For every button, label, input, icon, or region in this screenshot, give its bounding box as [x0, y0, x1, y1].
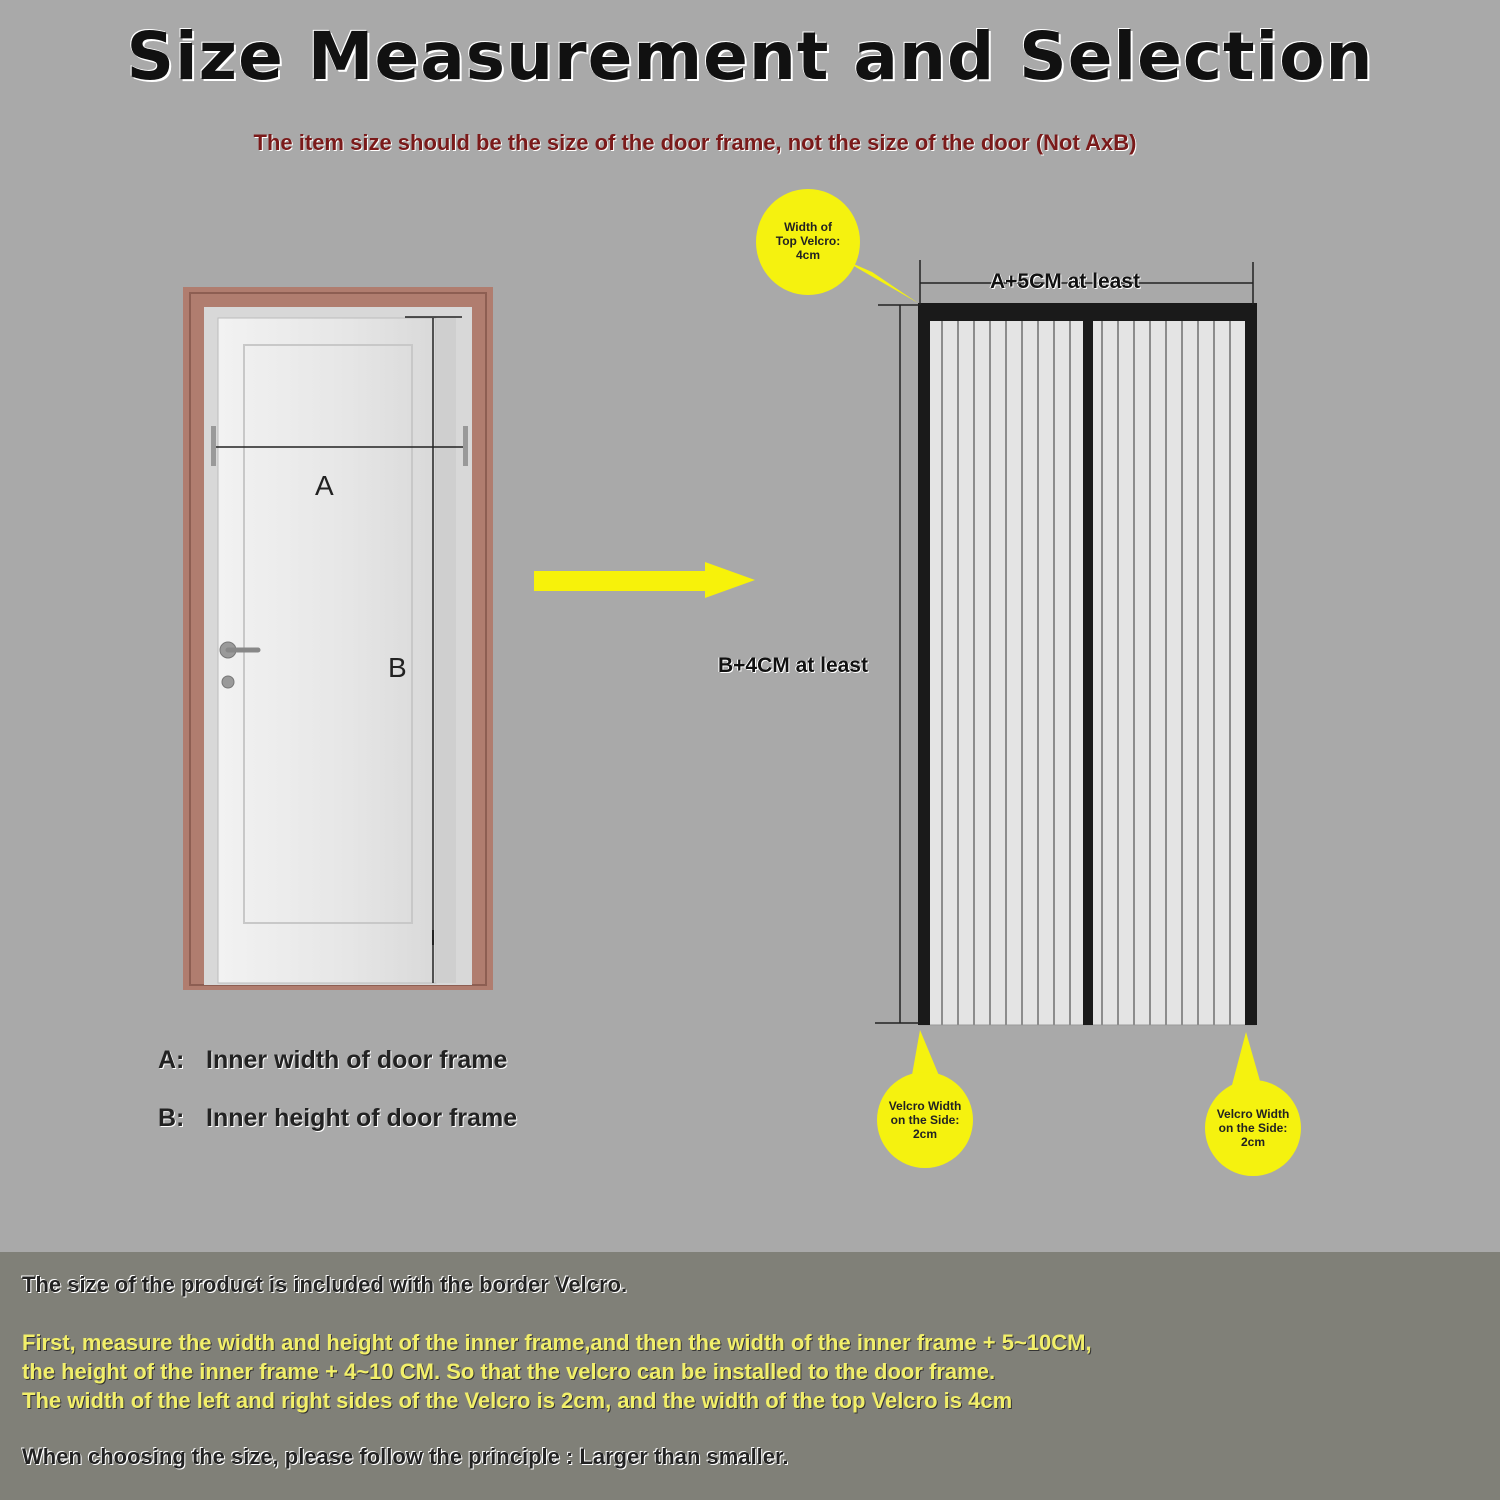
- arrow-icon: [534, 562, 755, 598]
- legend-a-key: A:: [158, 1046, 185, 1074]
- note-line-5: When choosing the size, please follow the principle : Larger than smaller.: [22, 1444, 789, 1469]
- left-velcro: [918, 303, 930, 1025]
- note-line-4: The width of the left and right sides of the Velcro is 2cm, and the width of the top Velcro is 4cm: [22, 1388, 1013, 1413]
- note-line-3: the height of the inner frame + 4~10 CM. So that the velcro can be installed to the door frame.: [22, 1359, 996, 1384]
- legend-b-key: B:: [158, 1104, 185, 1132]
- legend-a-text: Inner width of door frame: [206, 1046, 508, 1074]
- notes-panel: [0, 1252, 1500, 1500]
- callout-top-text: Width of Top Velcro: 4cm: [775, 220, 841, 262]
- note-line-1: The size of the product is included with the border Velcro.: [22, 1272, 628, 1297]
- height-label: B+4CM at least: [718, 654, 868, 677]
- top-velcro: [918, 303, 1257, 321]
- page-subtitle: The item size should be the size of the door frame, not the size of the door (Not AxB): [253, 130, 1137, 155]
- callout-right-text: Velcro Width on the Side: 2cm: [1216, 1107, 1290, 1149]
- callout-left-text: Velcro Width on the Side: 2cm: [888, 1099, 962, 1141]
- right-velcro: [1245, 303, 1257, 1025]
- center-seam: [1083, 320, 1093, 1025]
- legend-b-text: Inner height of door frame: [206, 1104, 518, 1132]
- page-title: Size Measurement and Selection: [126, 18, 1374, 95]
- note-line-2: First, measure the width and height of the inner frame,and then the width of the inner frame + 5~10CM,: [22, 1330, 1092, 1355]
- door-label-b: B: [388, 652, 407, 683]
- width-label: A+5CM at least: [990, 270, 1140, 293]
- door-label-a: A: [315, 470, 334, 501]
- callout-right-velcro: [1205, 1032, 1301, 1176]
- legend-a: [158, 1046, 507, 1075]
- legend-b: [158, 1104, 517, 1133]
- door-illustration: [183, 287, 493, 990]
- screen-curtain: [875, 260, 1257, 1025]
